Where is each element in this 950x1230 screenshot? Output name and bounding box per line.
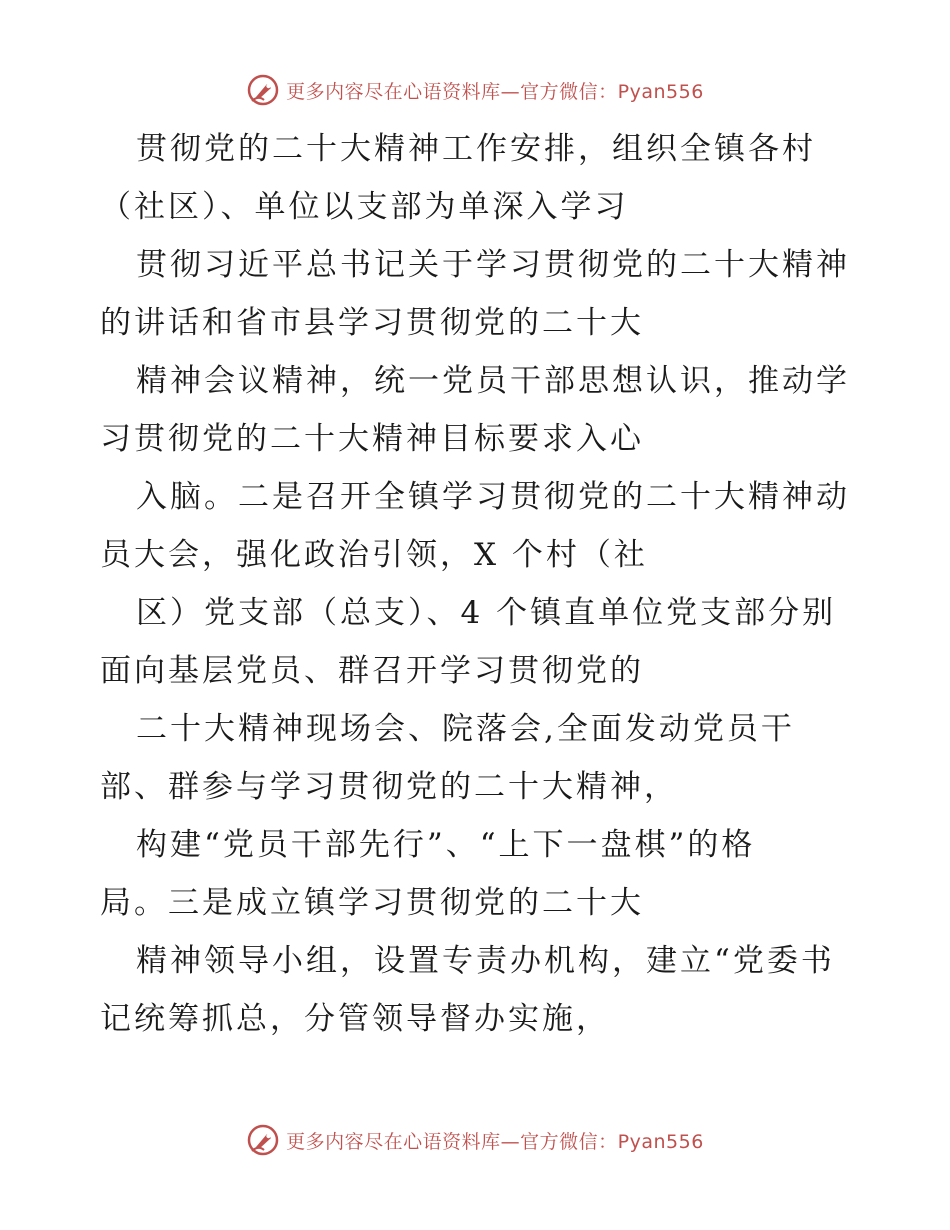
text-line: 入脑。二是召开全镇学习贯彻党的二十大精神动	[136, 479, 850, 515]
text-line: 贯彻习近平总书记关于学习贯彻党的二十大精神	[136, 247, 850, 283]
paragraph	[100, 120, 860, 236]
paragraph	[100, 816, 860, 932]
text-line: 部、群参与学习贯彻党的二十大精神，	[100, 769, 678, 805]
paragraph	[100, 468, 860, 584]
text-line: 贯彻党的二十大精神工作安排，组织全镇各村	[136, 131, 816, 167]
text-line: 构建“党员干部先行”、“上下一盘棋”的格	[136, 827, 756, 863]
pen-nib-logo-icon	[246, 1123, 280, 1157]
header-watermark	[0, 70, 950, 110]
text-line: 员大会，强化政治引领，X 个村（社	[100, 537, 648, 573]
text-line: （社区）、单位以支部为单深入学习	[100, 189, 629, 225]
watermark-text: 更多内容尽在心语资料库—官方微信：Pyan556	[286, 1130, 704, 1153]
text-line: 局。三是成立镇学习贯彻党的二十大	[100, 885, 644, 921]
text-line: 二十大精神现场会、院落会,全面发动党员干	[136, 711, 795, 747]
paragraph	[100, 352, 860, 468]
text-line: 精神会议精神，统一党员干部思想认识，推动学	[136, 363, 850, 399]
watermark-text: 更多内容尽在心语资料库—官方微信：Pyan556	[286, 80, 704, 103]
pen-nib-logo-icon	[246, 73, 280, 107]
paragraph	[100, 584, 860, 700]
document-body	[100, 120, 860, 1048]
footer-watermark	[0, 1120, 950, 1160]
text-line: 精神领导小组，设置专责办机构，建立“党委书	[136, 943, 835, 979]
text-line: 的讲话和省市县学习贯彻党的二十大	[100, 305, 644, 341]
text-line: 习贯彻党的二十大精神目标要求入心	[100, 421, 644, 457]
text-line: 面向基层党员、群召开学习贯彻党的	[100, 653, 644, 689]
paragraph	[100, 236, 860, 352]
text-line: 区）党支部（总支）、4 个镇直单位党支部分别	[136, 595, 837, 631]
text-line: 记统筹抓总，分管领导督办实施，	[100, 1001, 610, 1037]
paragraph	[100, 700, 860, 816]
paragraph	[100, 932, 860, 1048]
